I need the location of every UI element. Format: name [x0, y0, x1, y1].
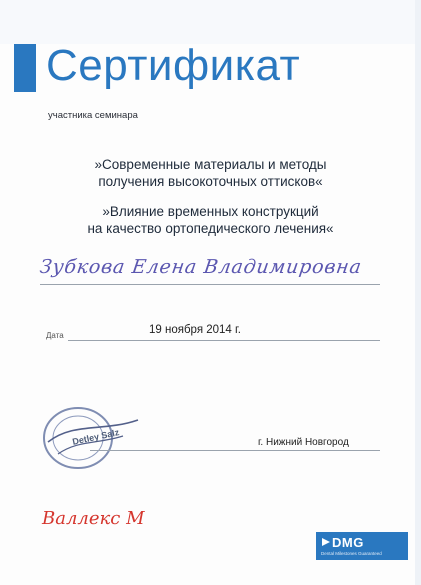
- dmg-tagline: Dental Milestones Guaranteed: [321, 551, 382, 556]
- city-name: г. Нижний Новгород: [258, 437, 349, 448]
- dmg-wordmark: DMG: [332, 535, 364, 550]
- participant-name: Зубкова Елена Владимировна: [38, 256, 364, 278]
- seminar-title-1: [40, 156, 381, 190]
- name-underline: [40, 284, 380, 285]
- certificate-title: Сертификат: [46, 41, 301, 90]
- seminar-1-line-2: получения высокоточных оттисков«: [98, 174, 323, 189]
- right-edge-strip: [415, 0, 421, 585]
- city-underline: [90, 450, 380, 451]
- date-label: Дата: [46, 331, 64, 340]
- date-underline: [68, 340, 380, 341]
- dmg-mark-icon: [321, 537, 331, 547]
- certificate-subtitle: участника семинара: [48, 110, 138, 121]
- title-accent-bar: [14, 44, 36, 92]
- seminar-title-2: [40, 203, 381, 237]
- seminar-1-line-1: »Современные материалы и методы: [94, 157, 327, 172]
- dmg-logo: [316, 532, 408, 560]
- date-value: 19 ноября 2014 г.: [149, 324, 241, 336]
- top-band: [0, 0, 421, 44]
- vallex-logo: Валлекс М: [42, 508, 145, 529]
- stamp-caption: Detley Salz: [71, 427, 121, 447]
- seminar-2-line-1: »Влияние временных конструкций: [102, 204, 319, 219]
- seminar-2-line-2: на качество ортопедического лечения«: [87, 221, 334, 236]
